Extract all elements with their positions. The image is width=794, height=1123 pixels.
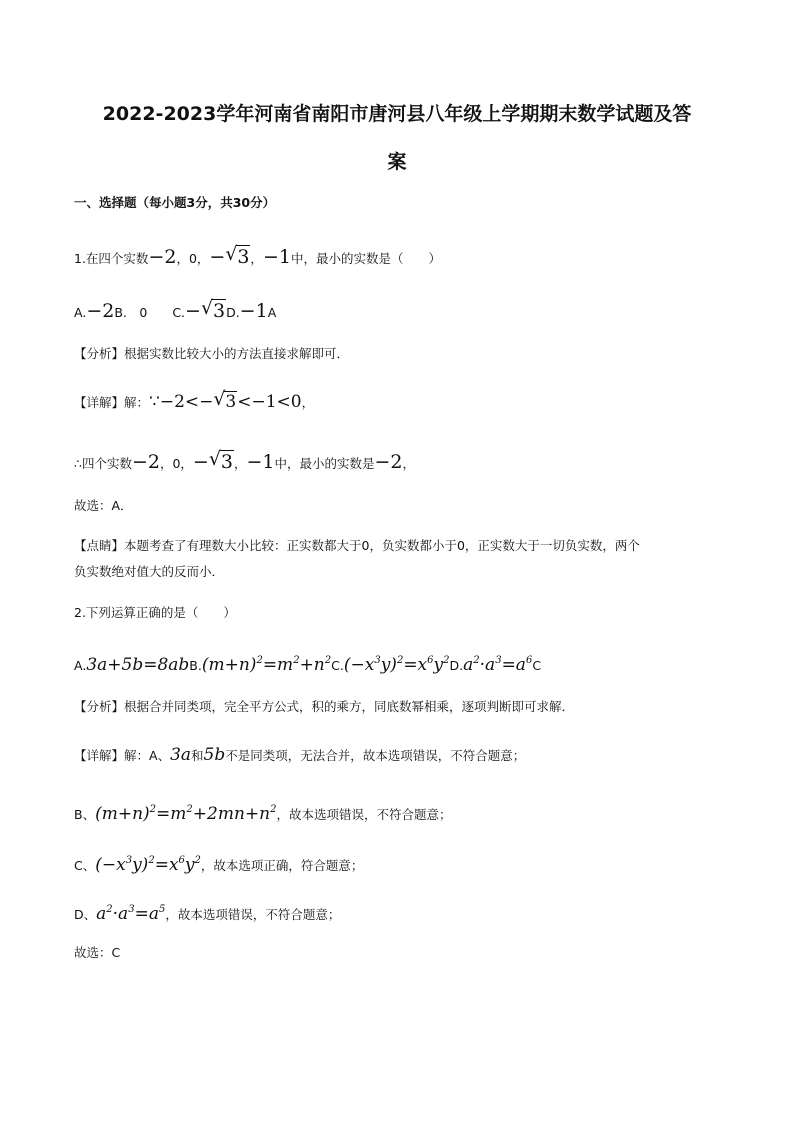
q2-detail-d: D、$a^2\cdot a^3=a^5$，故本选项错误，不符合题意； — [74, 904, 341, 924]
doc-title-line1: 2022-2023学年河南省南阳市唐河县八年级上学期期末数学试题及答 — [102, 103, 692, 125]
q1-analysis: 【分析】根据实数比较大小的方法直接求解即可． — [74, 346, 350, 361]
q2-detail-a: 【详解】解：A、3a和5b不是同类项，无法合并，故本选项错误，不符合题意； — [74, 745, 526, 765]
q1-comment-1: 【点睛】本题考查了有理数大小比较：正实数都大于0，负实数都小于0，正实数大于一切负实数，两个 — [74, 538, 640, 553]
section-heading: 一、选择题（每小题3分，共30分） — [74, 195, 276, 210]
q1-stem: 1.在四个实数−2，0，−√ 3，−1中，最小的实数是（ ） — [74, 247, 441, 269]
q1-choose: 故选：A． — [74, 498, 133, 513]
q1-detail: 【详解】解：∵−2<−√ 3<−1<0， — [74, 392, 314, 413]
q2-choose: 故选：C — [74, 945, 121, 960]
q2-detail-b: B、$(m+n)^2=m^2+2mn+n^2$，故本选项错误，不符合题意； — [74, 804, 452, 824]
q2-analysis: 【分析】根据合并同类项，完全平方公式，积的乘方，同底数幂相乘，逐项判断即可求解． — [74, 699, 575, 714]
q1-comment-2: 负实数绝对值大的反而小． — [74, 564, 225, 579]
q2-stem: 2.下列运算正确的是（ ） — [74, 605, 236, 620]
q2-detail-c: C、$(-x^3y)^2=x^6y^2$，故本选项正确，符合题意； — [74, 855, 364, 875]
q2-options: $A.3a+5b=8abB.(m+n)^2=m^2+n^2C.(-x^3y)^2=x^6y^2D.a^2\cdot a^3=a^6C$ — [74, 655, 542, 675]
q1-options: A.−2B. 0 C.−√ 3D.−1A — [74, 301, 276, 323]
q1-therefore: ∴四个实数−2，0，−√ 3，−1中，最小的实数是−2， — [74, 452, 415, 474]
doc-title-line2: 案 — [387, 151, 407, 173]
